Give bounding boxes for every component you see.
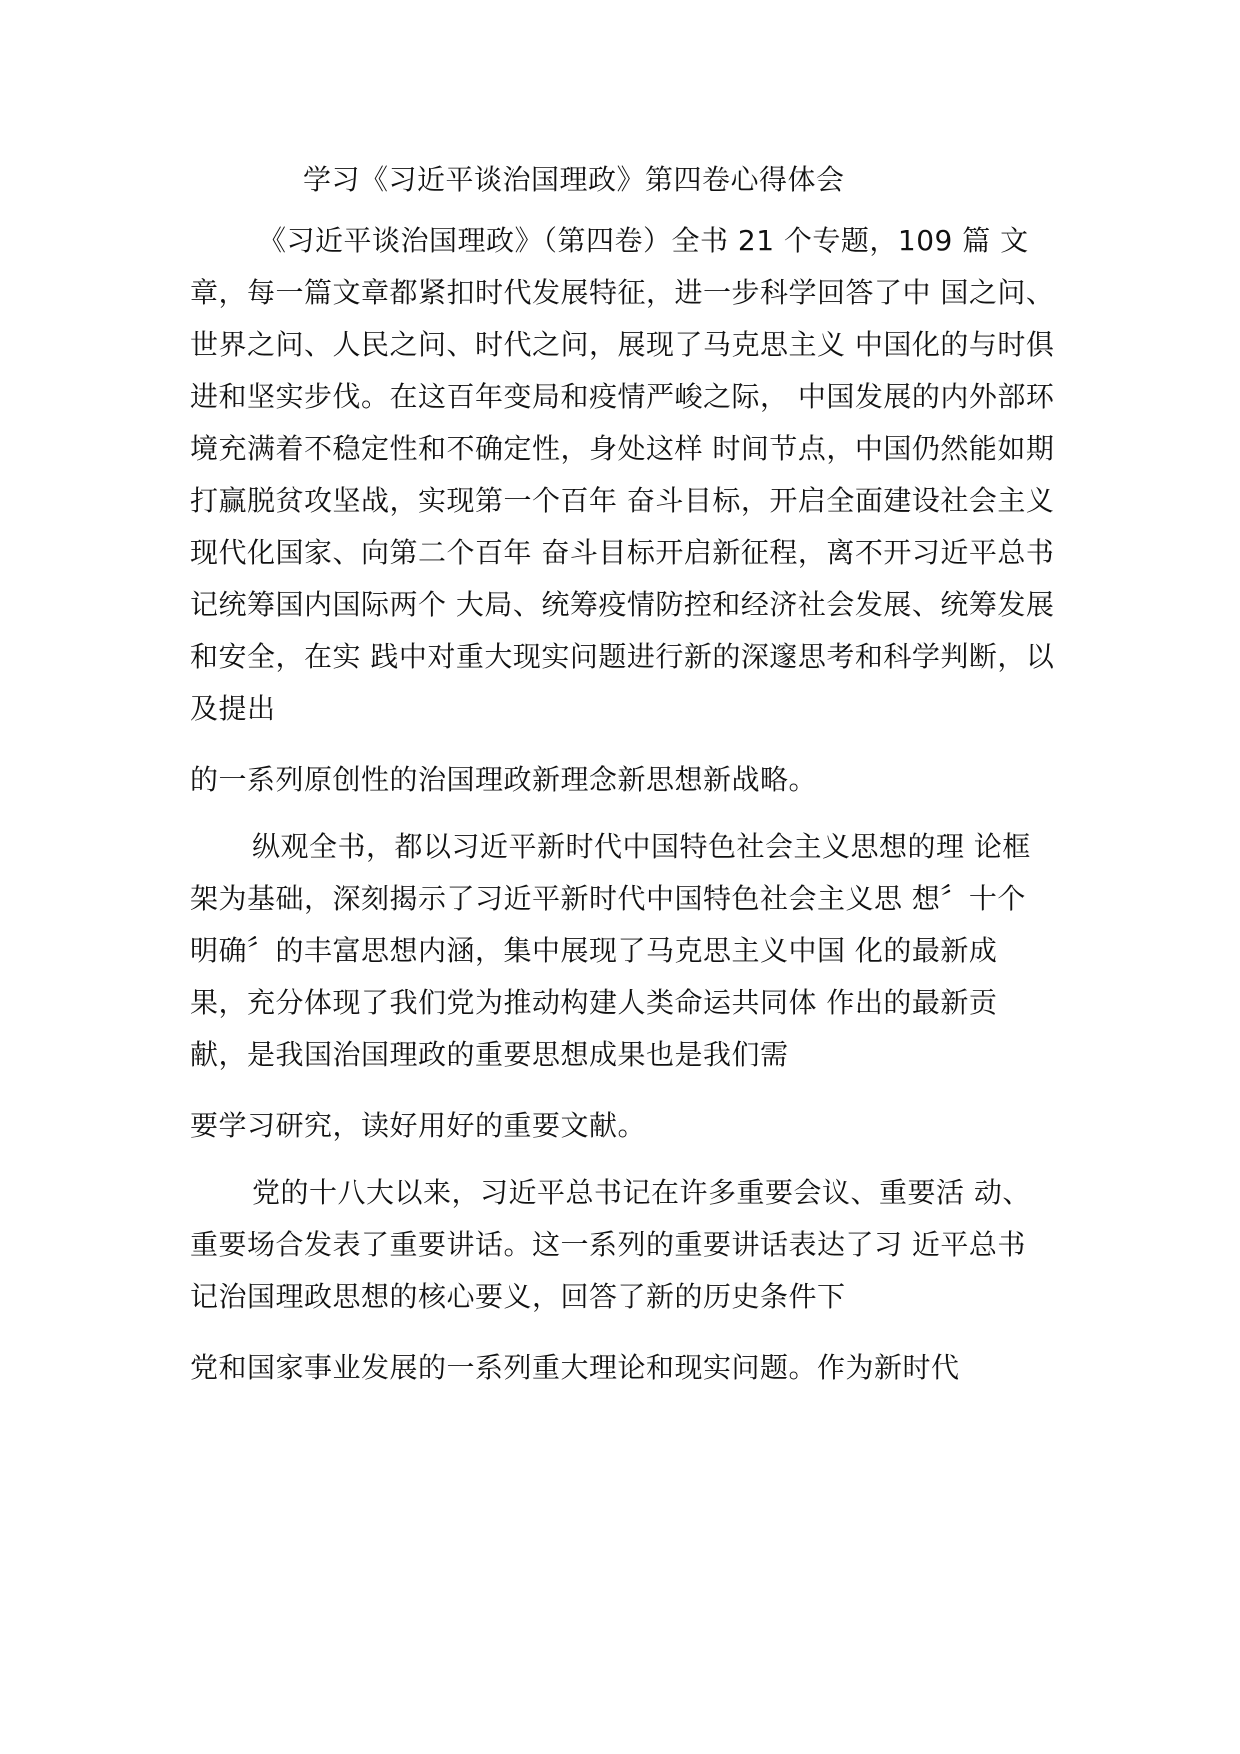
paragraph-2-line-1: 纵观全书，都以习近平新时代中国特色社会主义思想的理 论框 [252, 830, 1031, 863]
paragraph-1-line-7: 现代化国家、向第二个百年 奋斗目标开启新征程，离不开习近平总书 [190, 536, 1055, 569]
paragraph-1-line-8: 记统筹国内国际两个 大局、统筹疫情防控和经济社会发展、统筹发展 [190, 588, 1055, 621]
paragraph-1-line-2: 章，每一篇文章都紧扣时代发展特征，进一步科学回答了中 国之问、 [190, 276, 1055, 309]
paragraph-3-line-2: 重要场合发表了重要讲话。这一系列的重要讲话表达了习 近平总书 [190, 1228, 1026, 1261]
paragraph-1-line-4: 进和坚实步伐。在这百年变局和疫情严峻之际， 中国发展的内外部环 [190, 380, 1055, 413]
paragraph-2-line-5: 献，是我国治国理政的重要思想成果也是我们需 [190, 1038, 789, 1071]
paragraph-1-line-5: 境充满着不稳定性和不确定性，身处这样 时间节点，中国仍然能如期 [190, 432, 1055, 465]
paragraph-1-line-11: 的一系列原创性的治国理政新理念新思想新战略。 [190, 763, 818, 796]
paragraph-3-line-3: 记治国理政思想的核心要义，回答了新的历史条件下 [190, 1280, 846, 1313]
paragraph-1-line-3: 世界之问、人民之问、时代之问，展现了马克思主义 中国化的与时俱 [190, 328, 1055, 361]
paragraph-2-line-6: 要学习研究，读好用好的重要文献。 [190, 1109, 647, 1142]
paragraph-2-line-4: 果，充分体现了我们党为推动构建人类命运共同体 作出的最新贡 [190, 986, 998, 1019]
paragraph-3-line-1: 党的十八大以来，习近平总书记在许多重要会议、重要活 动、 [252, 1176, 1031, 1209]
paragraph-1-line-9: 和安全，在实 践中对重大现实问题进行新的深邃思考和科学判断，以 [190, 640, 1055, 673]
paragraph-1-line-6: 打赢脱贫攻坚战，实现第一个百年 奋斗目标，开启全面建设社会主义 [190, 484, 1055, 517]
paragraph-1-line-1: 《习近平谈治国理政》（第四卷）全书 21 个专题，109 篇 文 [258, 224, 1029, 257]
document-title: 学习《习近平谈治国理政》第四卷心得体会 [303, 163, 845, 196]
paragraph-2-line-2: 架为基础，深刻揭示了习近平新时代中国特色社会主义思 想〞十个 [190, 882, 1026, 915]
paragraph-2-line-3: 明确〞的丰富思想内涵，集中展现了马克思主义中国 化的最新成 [190, 934, 998, 967]
paragraph-3-line-4: 党和国家事业发展的一系列重大理论和现实问题。作为新时代 [190, 1351, 960, 1384]
paragraph-1-line-10: 及提出 [190, 692, 276, 725]
